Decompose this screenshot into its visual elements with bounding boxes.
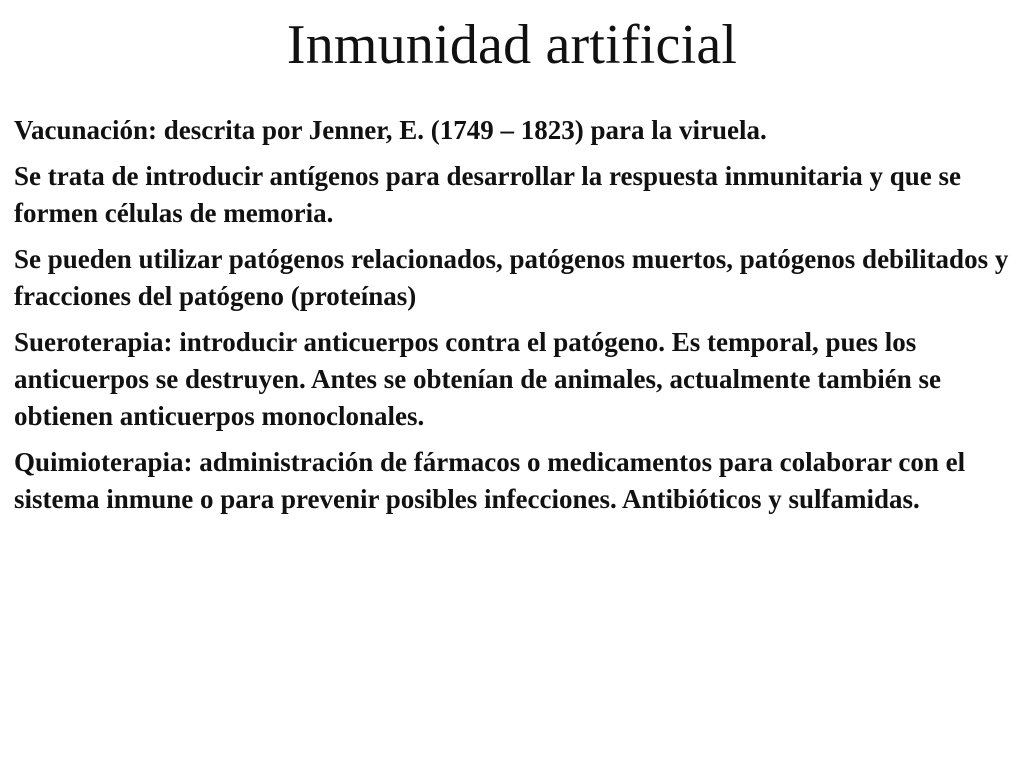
paragraph-antigenos: Se trata de introducir antígenos para desarrollar la respuesta inmunitaria y que se formen células de memoria. <box>14 161 962 228</box>
slide-body <box>14 112 1010 527</box>
paragraph-vacunacion: Vacunación: descrita por Jenner, E. (1749 – 1823) para la viruela. <box>14 115 767 145</box>
paragraph-quimioterapia: Quimioterapia: administración de fármacos o medicamentos para colaborar con el sistema inmune o para prevenir posibles infecciones. Antibióticos y sulfamidas. <box>14 447 966 514</box>
slide-title: Inmunidad artificial <box>286 14 738 76</box>
paragraph-patogenos: Se pueden utilizar patógenos relacionados, patógenos muertos, patógenos debilitados y fracciones del patógeno (proteínas) <box>14 244 1009 311</box>
paragraph-sueroterapia: Sueroterapia: introducir anticuerpos contra el patógeno. Es temporal, pues los anticuerpos se destruyen. Antes se obtenían de animales, actualmente también se obtienen anticuerpos monoclonales. <box>14 327 941 431</box>
